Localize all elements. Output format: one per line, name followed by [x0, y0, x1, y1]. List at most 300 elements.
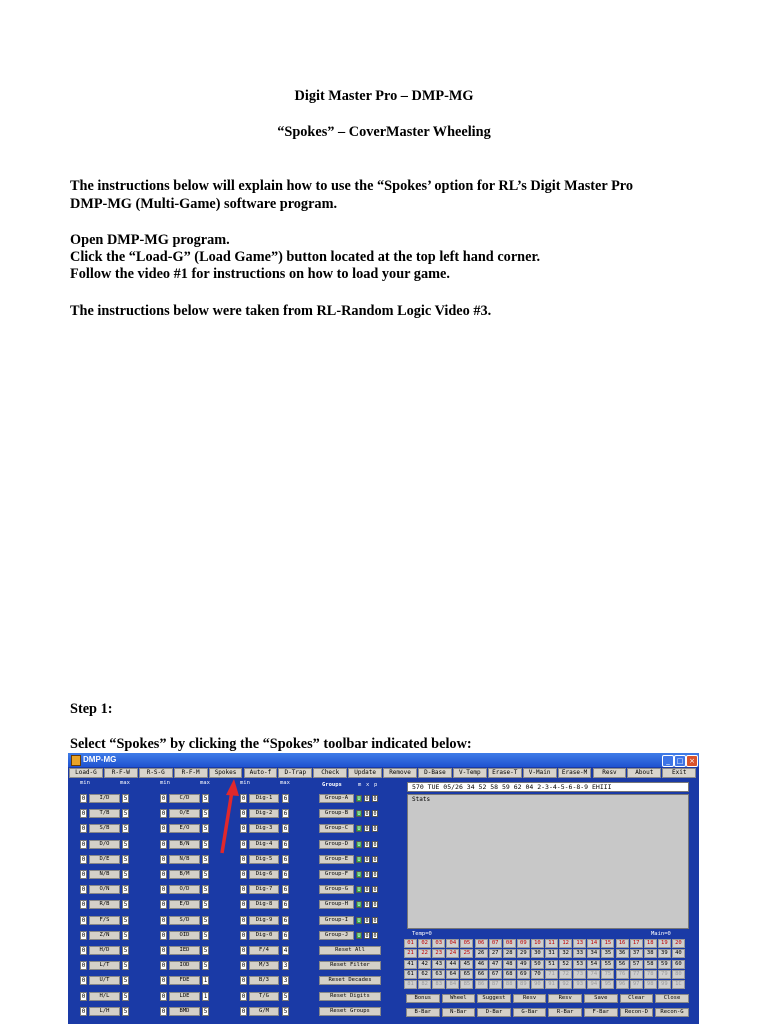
number-cell[interactable]: 72 [559, 970, 572, 979]
max-value[interactable]: 3 [283, 977, 288, 985]
number-cell[interactable]: 80 [672, 970, 685, 979]
number-cell[interactable]: 82 [418, 980, 431, 989]
number-cell[interactable]: 75 [601, 970, 614, 979]
max-value[interactable]: 5 [203, 886, 208, 894]
max-value[interactable]: 5 [203, 1007, 208, 1015]
number-cell[interactable]: 83 [432, 980, 445, 989]
group-check-1[interactable]: 0 [365, 841, 369, 848]
toolbar-r-s-g-button[interactable]: R-S-G [139, 768, 173, 778]
number-cell[interactable]: 88 [503, 980, 516, 989]
filter-dig-8-button[interactable]: Dig-8 [249, 900, 279, 909]
bottom-clear-button[interactable]: Clear [620, 994, 654, 1003]
min-value[interactable]: 0 [81, 810, 86, 818]
group-check-2[interactable]: 0 [373, 856, 377, 863]
min-value[interactable]: 0 [241, 795, 246, 802]
toolbar-v-temp-button[interactable]: V-Temp [453, 768, 487, 778]
number-cell[interactable]: 17 [630, 939, 643, 948]
filter-o-e-button[interactable]: O/E [169, 809, 200, 818]
filter-d-o-button[interactable]: D/O [89, 840, 120, 849]
max-value[interactable]: 5 [123, 962, 128, 970]
toolbar-spokes-button[interactable]: Spokes [209, 768, 243, 778]
max-value[interactable]: 6 [283, 840, 288, 848]
min-value[interactable]: 0 [161, 825, 166, 833]
number-cell[interactable]: 70 [531, 970, 544, 979]
min-value[interactable]: 0 [81, 931, 86, 939]
number-cell[interactable]: 96 [616, 980, 629, 989]
number-cell[interactable]: 15 [601, 939, 614, 948]
number-cell[interactable]: 10 [531, 939, 544, 948]
max-value[interactable]: 6 [283, 810, 288, 818]
number-cell[interactable]: 73 [573, 970, 586, 979]
max-value[interactable]: 5 [203, 931, 208, 939]
group-check-0[interactable]: U [357, 841, 361, 848]
group-check-2[interactable]: 0 [373, 932, 377, 939]
bottom-resv-button[interactable]: Resv [513, 994, 547, 1003]
toolbar-update-button[interactable]: Update [348, 768, 382, 778]
max-value[interactable]: 6 [283, 825, 288, 833]
reset-groups-button[interactable]: Reset Groups [319, 1007, 381, 1016]
group-check-0[interactable]: U [357, 826, 361, 833]
number-cell[interactable]: 32 [559, 949, 572, 958]
bottom-f-bar-button[interactable]: F-Bar [584, 1008, 618, 1017]
number-cell[interactable]: 53 [573, 960, 586, 969]
group-check-1[interactable]: 0 [365, 856, 369, 863]
number-cell[interactable]: 97 [630, 980, 643, 989]
number-cell[interactable]: 59 [658, 960, 671, 969]
toolbar-remove-button[interactable]: Remove [383, 768, 417, 778]
reset-filter-button[interactable]: Reset Filter [319, 961, 381, 970]
min-value[interactable]: 0 [161, 810, 166, 818]
filter-b-n-button[interactable]: B/N [169, 840, 200, 849]
number-cell[interactable]: 48 [503, 960, 516, 969]
toolbar-check-button[interactable]: Check [313, 768, 347, 778]
filter-h-l-button[interactable]: H/L [89, 992, 120, 1001]
bottom-bonus-button[interactable]: Bonus [406, 994, 440, 1003]
min-value[interactable]: 0 [81, 962, 86, 970]
group-e-button[interactable]: Group-E [319, 855, 354, 864]
min-value[interactable]: 0 [241, 931, 246, 939]
number-cell[interactable]: 37 [630, 949, 643, 958]
filter-s-d-button[interactable]: S/D [169, 916, 200, 925]
max-value[interactable]: 5 [203, 916, 208, 924]
number-cell[interactable]: 1C [672, 980, 685, 989]
number-cell[interactable]: 13 [573, 939, 586, 948]
filter-t-g-button[interactable]: T/G [249, 992, 279, 1001]
max-value[interactable]: 5 [123, 901, 128, 909]
toolbar-resv-button[interactable]: Resv [593, 768, 627, 778]
min-value[interactable]: 0 [81, 977, 86, 985]
min-value[interactable]: 0 [241, 840, 246, 848]
bottom-recon-d-button[interactable]: Recon-D [620, 1008, 654, 1017]
number-cell[interactable]: 29 [517, 949, 530, 958]
number-cell[interactable]: 09 [517, 939, 530, 948]
number-cell[interactable]: 44 [446, 960, 459, 969]
bottom-wheel-button[interactable]: Wheel [442, 994, 476, 1003]
group-check-2[interactable]: 0 [373, 917, 377, 924]
min-value[interactable]: 0 [161, 795, 166, 802]
filter-f-s-button[interactable]: F/S [89, 916, 120, 925]
group-check-2[interactable]: 0 [373, 796, 377, 802]
group-check-0[interactable]: U [357, 811, 361, 818]
group-f-button[interactable]: Group-F [319, 870, 354, 879]
group-check-0[interactable]: U [357, 872, 361, 878]
number-cell[interactable]: 22 [418, 949, 431, 958]
number-cell[interactable]: 41 [404, 960, 417, 969]
filter-d-e-button[interactable]: D/E [89, 855, 120, 864]
number-cell[interactable]: 61 [404, 970, 417, 979]
number-cell[interactable]: 43 [432, 960, 445, 969]
group-a-button[interactable]: Group-A [319, 794, 354, 803]
max-value[interactable]: 6 [283, 855, 288, 863]
max-value[interactable]: 5 [123, 977, 128, 985]
min-value[interactable]: 0 [81, 947, 86, 954]
group-g-button[interactable]: Group-G [319, 885, 354, 894]
toolbar-d-trap-button[interactable]: D-Trap [278, 768, 312, 778]
filter-t-b-button[interactable]: T/B [89, 809, 120, 818]
filter-dig-4-button[interactable]: Dig-4 [249, 840, 279, 849]
bottom-save-button[interactable]: Save [584, 994, 618, 1003]
number-cell[interactable]: 34 [587, 949, 600, 958]
number-cell[interactable]: 25 [460, 949, 473, 958]
number-cell[interactable]: 04 [446, 939, 459, 948]
min-value[interactable]: 0 [241, 871, 246, 878]
max-value[interactable]: 1 [203, 992, 208, 1000]
max-value[interactable]: 6 [283, 795, 288, 802]
min-value[interactable]: 0 [241, 947, 246, 954]
number-cell[interactable]: 95 [601, 980, 614, 989]
min-value[interactable]: 0 [81, 916, 86, 924]
number-cell[interactable]: 28 [503, 949, 516, 958]
number-cell[interactable]: 06 [475, 939, 488, 948]
number-cell[interactable]: 18 [644, 939, 657, 948]
toolbar-r-f-m-button[interactable]: R-F-M [174, 768, 208, 778]
max-value[interactable]: 5 [203, 840, 208, 848]
group-check-1[interactable]: 0 [365, 917, 369, 924]
group-check-2[interactable]: 0 [373, 902, 377, 909]
min-value[interactable]: 0 [161, 886, 166, 894]
filter-g-m-button[interactable]: G/M [249, 1007, 279, 1016]
max-value[interactable]: 5 [203, 795, 208, 802]
number-cell[interactable]: 87 [489, 980, 502, 989]
filter-b-m-button[interactable]: B/M [169, 870, 200, 879]
min-value[interactable]: 0 [241, 992, 246, 1000]
number-cell[interactable]: 94 [587, 980, 600, 989]
min-value[interactable]: 0 [241, 886, 246, 894]
number-cell[interactable]: 89 [517, 980, 530, 989]
number-cell[interactable]: 85 [460, 980, 473, 989]
group-check-0[interactable]: U [357, 887, 361, 894]
group-check-1[interactable]: 0 [365, 826, 369, 833]
max-value[interactable]: 6 [283, 901, 288, 909]
bottom-suggest-button[interactable]: Suggest [477, 994, 511, 1003]
number-cell[interactable]: 52 [559, 960, 572, 969]
filter-iod-button[interactable]: IOD [169, 961, 200, 970]
number-cell[interactable]: 51 [545, 960, 558, 969]
min-value[interactable]: 0 [81, 886, 86, 894]
max-value[interactable]: 6 [283, 871, 288, 878]
number-cell[interactable]: 16 [616, 939, 629, 948]
max-value[interactable]: 5 [123, 947, 128, 954]
max-value[interactable]: 5 [203, 962, 208, 970]
toolbar-r-f-w-button[interactable]: R-F-W [104, 768, 138, 778]
min-value[interactable]: 0 [241, 810, 246, 818]
number-cell[interactable]: 91 [545, 980, 558, 989]
filter-n-b-button[interactable]: N/B [89, 870, 120, 879]
bottom-close-button[interactable]: Close [655, 994, 689, 1003]
toolbar-auto-f-button[interactable]: Auto-f [244, 768, 278, 778]
number-cell[interactable]: 64 [446, 970, 459, 979]
filter-ied-button[interactable]: IED [169, 946, 200, 955]
number-cell[interactable]: 07 [489, 939, 502, 948]
number-cell[interactable]: 86 [475, 980, 488, 989]
number-cell[interactable]: 30 [531, 949, 544, 958]
min-value[interactable]: 0 [241, 1007, 246, 1015]
number-cell[interactable]: 71 [545, 970, 558, 979]
number-cell[interactable]: 47 [489, 960, 502, 969]
bottom-d-bar-button[interactable]: D-Bar [477, 1008, 511, 1017]
min-value[interactable]: 0 [81, 825, 86, 833]
number-cell[interactable]: 84 [446, 980, 459, 989]
group-i-button[interactable]: Group-I [319, 916, 354, 925]
max-value[interactable]: 5 [283, 992, 288, 1000]
min-value[interactable]: 0 [161, 962, 166, 970]
max-value[interactable]: 5 [123, 840, 128, 848]
group-check-1[interactable]: 0 [365, 902, 369, 909]
number-cell[interactable]: 11 [545, 939, 558, 948]
group-check-1[interactable]: 0 [365, 887, 369, 894]
min-value[interactable]: 0 [161, 916, 166, 924]
min-value[interactable]: 0 [241, 855, 246, 863]
filter-b-3-button[interactable]: B/3 [249, 976, 279, 985]
number-cell[interactable]: 45 [460, 960, 473, 969]
number-cell[interactable]: 05 [460, 939, 473, 948]
filter-r-b-button[interactable]: R/B [89, 900, 120, 909]
filter-bmd-button[interactable]: BMD [169, 1007, 200, 1016]
max-value[interactable]: 6 [283, 886, 288, 894]
filter-oid-button[interactable]: OID [169, 931, 200, 940]
number-cell[interactable]: 31 [545, 949, 558, 958]
number-cell[interactable]: 60 [672, 960, 685, 969]
number-cell[interactable]: 99 [658, 980, 671, 989]
bottom-b-bar-button[interactable]: B-Bar [406, 1008, 440, 1017]
group-check-0[interactable]: U [357, 856, 361, 863]
number-cell[interactable]: 56 [616, 960, 629, 969]
number-cell[interactable]: 33 [573, 949, 586, 958]
group-check-0[interactable]: U [357, 796, 361, 802]
max-value[interactable]: 5 [123, 795, 128, 802]
number-cell[interactable]: 46 [475, 960, 488, 969]
max-value[interactable]: 5 [123, 855, 128, 863]
min-value[interactable]: 0 [81, 992, 86, 1000]
number-cell[interactable]: 23 [432, 949, 445, 958]
max-value[interactable]: 6 [283, 916, 288, 924]
number-cell[interactable]: 74 [587, 970, 600, 979]
number-cell[interactable]: 81 [404, 980, 417, 989]
bottom-g-bar-button[interactable]: G-Bar [513, 1008, 547, 1017]
number-cell[interactable]: 78 [644, 970, 657, 979]
number-cell[interactable]: 19 [658, 939, 671, 948]
group-check-1[interactable]: 0 [365, 796, 369, 802]
max-value[interactable]: 5 [203, 947, 208, 954]
min-value[interactable]: 0 [241, 962, 246, 970]
min-value[interactable]: 0 [241, 977, 246, 985]
filter-c-d-button[interactable]: C/D [169, 794, 200, 803]
filter-i-d-button[interactable]: I/D [89, 794, 120, 803]
group-check-0[interactable]: U [357, 917, 361, 924]
group-check-2[interactable]: 0 [373, 872, 377, 878]
filter-e-d-button[interactable]: E/D [169, 900, 200, 909]
toolbar-erase-t-button[interactable]: Erase-T [488, 768, 522, 778]
number-cell[interactable]: 39 [658, 949, 671, 958]
filter-fde-button[interactable]: FDE [169, 976, 200, 985]
min-value[interactable]: 0 [161, 840, 166, 848]
filter-l-h-button[interactable]: L/H [89, 1007, 120, 1016]
filter-dig-3-button[interactable]: Dig-3 [249, 824, 279, 833]
group-check-1[interactable]: 0 [365, 872, 369, 878]
min-value[interactable]: 0 [161, 992, 166, 1000]
max-value[interactable]: 1 [203, 977, 208, 985]
group-check-1[interactable]: 0 [365, 932, 369, 939]
filter-o-d-button[interactable]: O/D [169, 885, 200, 894]
max-value[interactable]: 5 [203, 825, 208, 833]
min-value[interactable]: 0 [161, 931, 166, 939]
group-j-button[interactable]: Group-J [319, 931, 354, 940]
toolbar-exit-button[interactable]: Exit [662, 768, 696, 778]
filter-m-3-button[interactable]: M/3 [249, 961, 279, 970]
number-cell[interactable]: 69 [517, 970, 530, 979]
number-cell[interactable]: 77 [630, 970, 643, 979]
max-value[interactable]: 5 [203, 871, 208, 878]
min-value[interactable]: 0 [241, 901, 246, 909]
number-cell[interactable]: 02 [418, 939, 431, 948]
filter-e-o-button[interactable]: E/O [169, 824, 200, 833]
number-cell[interactable]: 03 [432, 939, 445, 948]
number-cell[interactable]: 55 [601, 960, 614, 969]
group-h-button[interactable]: Group-H [319, 900, 354, 909]
max-value[interactable]: 5 [123, 871, 128, 878]
filter-u-t-button[interactable]: U/T [89, 976, 120, 985]
reset-decades-button[interactable]: Reset Decades [319, 976, 381, 985]
number-cell[interactable]: 27 [489, 949, 502, 958]
number-cell[interactable]: 01 [404, 939, 417, 948]
group-check-2[interactable]: 0 [373, 826, 377, 833]
min-value[interactable]: 0 [241, 825, 246, 833]
toolbar-d-base-button[interactable]: D-Base [418, 768, 452, 778]
min-value[interactable]: 0 [241, 916, 246, 924]
bottom-r-bar-button[interactable]: R-Bar [548, 1008, 582, 1017]
max-value[interactable]: 4 [283, 947, 288, 954]
max-value[interactable]: 5 [123, 931, 128, 939]
number-cell[interactable]: 14 [587, 939, 600, 948]
reset-all-button[interactable]: Reset All [319, 946, 381, 955]
max-value[interactable]: 5 [283, 1007, 288, 1015]
min-value[interactable]: 0 [81, 795, 86, 802]
min-value[interactable]: 0 [161, 1007, 166, 1015]
group-check-1[interactable]: 0 [365, 811, 369, 818]
number-cell[interactable]: 93 [573, 980, 586, 989]
close-icon[interactable]: × [686, 755, 698, 767]
group-c-button[interactable]: Group-C [319, 824, 354, 833]
filter-f-4-button[interactable]: F/4 [249, 946, 279, 955]
number-cell[interactable]: 92 [559, 980, 572, 989]
number-cell[interactable]: 49 [517, 960, 530, 969]
filter-dig-6-button[interactable]: Dig-6 [249, 870, 279, 879]
min-value[interactable]: 0 [81, 855, 86, 863]
filter-n-b-button[interactable]: N/B [169, 855, 200, 864]
max-value[interactable]: 5 [123, 992, 128, 1000]
group-d-button[interactable]: Group-D [319, 840, 354, 849]
number-cell[interactable]: 12 [559, 939, 572, 948]
filter-z-n-button[interactable]: Z/N [89, 931, 120, 940]
min-value[interactable]: 0 [81, 901, 86, 909]
filter-lde-button[interactable]: LDE [169, 992, 200, 1001]
min-value[interactable]: 0 [161, 947, 166, 954]
filter-dig-0-button[interactable]: Dig-0 [249, 931, 279, 940]
number-cell[interactable]: 90 [531, 980, 544, 989]
number-cell[interactable]: 40 [672, 949, 685, 958]
max-value[interactable]: 5 [123, 886, 128, 894]
number-cell[interactable]: 38 [644, 949, 657, 958]
group-check-2[interactable]: 0 [373, 841, 377, 848]
number-cell[interactable]: 36 [616, 949, 629, 958]
group-check-0[interactable]: U [357, 932, 361, 939]
number-cell[interactable]: 21 [404, 949, 417, 958]
filter-dig-7-button[interactable]: Dig-7 [249, 885, 279, 894]
max-value[interactable]: 5 [203, 810, 208, 818]
filter-dig-5-button[interactable]: Dig-5 [249, 855, 279, 864]
toolbar-load-g-button[interactable]: Load-G [69, 768, 103, 778]
filter-s-b-button[interactable]: S/B [89, 824, 120, 833]
max-value[interactable]: 5 [123, 825, 128, 833]
number-cell[interactable]: 58 [644, 960, 657, 969]
number-cell[interactable]: 42 [418, 960, 431, 969]
bottom-resv-button[interactable]: Resv [548, 994, 582, 1003]
min-value[interactable]: 0 [81, 840, 86, 848]
toolbar-about-button[interactable]: About [627, 768, 661, 778]
max-value[interactable]: 5 [123, 810, 128, 818]
max-value[interactable]: 5 [123, 916, 128, 924]
max-value[interactable]: 5 [203, 901, 208, 909]
filter-dig-2-button[interactable]: Dig-2 [249, 809, 279, 818]
number-cell[interactable]: 50 [531, 960, 544, 969]
number-cell[interactable]: 65 [460, 970, 473, 979]
number-cell[interactable]: 57 [630, 960, 643, 969]
number-cell[interactable]: 79 [658, 970, 671, 979]
number-cell[interactable]: 67 [489, 970, 502, 979]
number-cell[interactable]: 62 [418, 970, 431, 979]
toolbar-v-main-button[interactable]: V-Main [523, 768, 557, 778]
maximize-icon[interactable]: □ [674, 755, 686, 767]
min-value[interactable]: 0 [161, 871, 166, 878]
min-value[interactable]: 0 [161, 855, 166, 863]
min-value[interactable]: 0 [161, 977, 166, 985]
bottom-recon-g-button[interactable]: Recon-G [655, 1008, 689, 1017]
group-check-2[interactable]: 0 [373, 887, 377, 894]
bottom-n-bar-button[interactable]: N-Bar [442, 1008, 476, 1017]
min-value[interactable]: 0 [81, 871, 86, 878]
group-b-button[interactable]: Group-B [319, 809, 354, 818]
filter-o-n-button[interactable]: O/N [89, 885, 120, 894]
filter-h-d-button[interactable]: H/D [89, 946, 120, 955]
number-cell[interactable]: 98 [644, 980, 657, 989]
number-cell[interactable]: 24 [446, 949, 459, 958]
number-cell[interactable]: 63 [432, 970, 445, 979]
number-cell[interactable]: 68 [503, 970, 516, 979]
max-value[interactable]: 6 [283, 931, 288, 939]
filter-dig-1-button[interactable]: Dig-1 [249, 794, 279, 803]
max-value[interactable]: 5 [203, 855, 208, 863]
filter-dig-9-button[interactable]: Dig-9 [249, 916, 279, 925]
